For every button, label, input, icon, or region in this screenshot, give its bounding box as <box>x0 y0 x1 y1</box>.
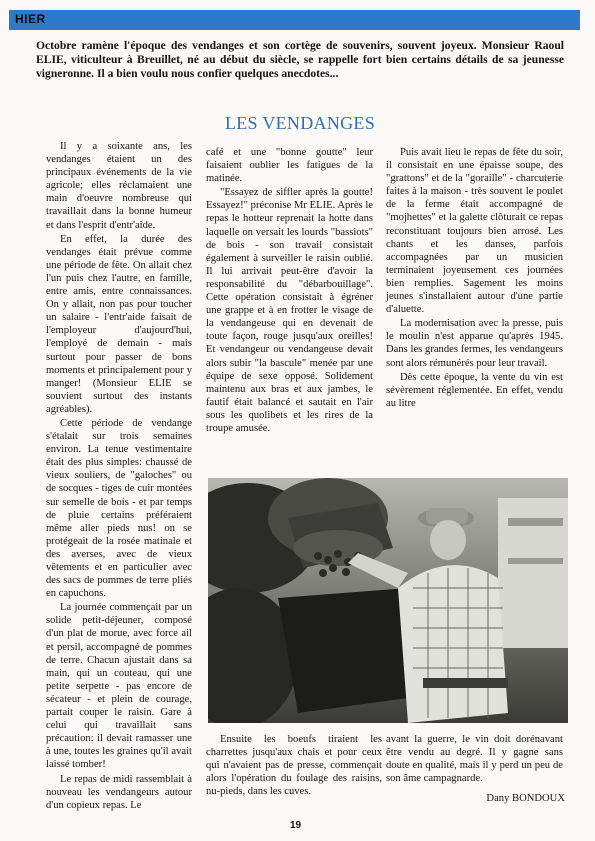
column-3 <box>386 146 563 411</box>
column-1 <box>46 140 192 813</box>
paragraph: La journée commençait par un solide petit-déjeuner, composé d'un plat de morue, avec force ail et persil, accompagné de pommes de terre. Chacun ajustait dans sa main, qui un couteau, qui une petite serpette - pas encore de sécateur - et plein de courage, partait couper le raisin. Gare à celui qui travaillait sans précaution: il devait ramasser une à une, toutes les graines qu'il avait laissé tomber! <box>46 602 192 771</box>
paragraph: La modernisation avec la presse, puis le moulin n'est apparue qu'après 1945. Dans les grandes fermes, les vendangeurs sont alors rémunérés pour leur travail. <box>386 318 563 369</box>
paragraph: Cette période de vendange s'étalait sur trois semaines environ. La tenue vestimentaire était des plus simples: chaussé de vieux souliers, de "galoches" ou de socques - tiges de cuir montées sur semelle de bois - et par temps de pluie certains préféraient même aller pieds nus! on se protégeait de la rosée matinale et des averses, avec de vieux vêtements et en particulier avec des sacs de pommes de terre pliés en capuchons. <box>46 417 192 600</box>
paragraph: Puis avait lieu le repas de fête du soir, il consistait en une épaisse soupe, des "grattons" et de la "goraille" - charcuterie faites à la maison - très souvent le poulet de la ferme était accompagné de "mojhettes" et la galette clôturait ce repas reconstituant toujours bien arrosé. Les chants et les danses, parfois accompagnées par un musicien terminaient joyeusement ces journées bien remplies. Sagement les moins jeunes s'installaient autour d'une partie d'aluette. <box>386 147 563 316</box>
paragraph: En effet, la durée des vendanges était prévue comme une période de fête. On allait chez l'un puis chez l'autre, en famille, entre amis, entre connaissances. On y allait, non pas pour toucher un salaire - l'entr'aide faisait de l'employeur d'aujourd'hui, l'employé de demain - mais surtout pour passer de bons moments et principalement pour y manger! (Monsieur ELIE se souvient surtout des instants agréables). <box>46 233 192 415</box>
paragraph: Il y a soixante ans, les vendanges étaient un des principaux événements de la vie agricole; elles réclamaient une main d'oeuvre nombreuse qui travaillait dans la bonne humeur et dans l'esprit d'entr'aide. <box>46 141 192 231</box>
page-number: 19 <box>290 820 302 831</box>
caption-left <box>206 733 382 798</box>
paragraph: Dès cette époque, la vente du vin est sévèrement réglementée. En effet, vendu au litre <box>386 371 563 409</box>
section-header-bar <box>9 10 580 30</box>
paragraph: Le repas de midi rassemblait à nouveau les vendangeurs autour d'un copieux repas. Le <box>46 773 192 811</box>
caption-right <box>386 733 563 785</box>
author-signature: Dany BONDOUX <box>486 793 565 804</box>
harvest-photo <box>208 478 568 723</box>
column-2 <box>206 146 373 436</box>
photo-illustration <box>208 478 568 723</box>
section-label: HIER <box>15 12 46 26</box>
intro-paragraph: Octobre ramène l'époque des vendanges et son cortège de souvenirs, souvent joyeux. Monsieur Raoul ELIE, viticulteur à Breuillet, né au début du siècle, se rappelle fort bien certains détails de sa jeunesse vigneronne. Il a bien voulu nous confier quelques anecdotes... <box>36 39 564 80</box>
paragraph: café et une "bonne goutte" leur faisaient oublier les fatigues de la matinée. <box>206 147 373 185</box>
article-title: LES VENDANGES <box>224 113 376 133</box>
paragraph: avant la guerre, le vin doit dorénavant être vendu au degré. Il y gagne sans doute en qualité, mais il y perd un peu de son âme campagnarde. <box>386 734 563 785</box>
paragraph: Ensuite les boeufs tiraient les charrettes jusqu'aux chais et pour ceux qui n'avaient pas de presse, commençait alors l'opération du foulage des raisins, nu-pieds, dans les cuves. <box>206 734 382 798</box>
paragraph: "Essayez de siffler après la goutte! Essayez!" préconise Mr ELIE. Après le repas le hotteur reprenait la hotte dans laquelle on versait les lourds "bassiots" de bois - son travail consistait également à surveiller le raisin oublié. Il lui arrivait peut-être d'avoir la responsabilité du "débarbouillage". Cette opération consistait à égréner une grappe et à en frotter le visage de la vendangeuse qui en devenait de toute façon, rouge jusqu'aux oreilles! Et vendangeur ou vendangeuse devait alors subir "la bascule" menée par une équipe de sexe opposé. Solidement maintenu aux bras et aux jambes, le fautif était balancé et sautait en l'air sous les quolibets et les rires de la troupe amusée. <box>206 187 373 434</box>
